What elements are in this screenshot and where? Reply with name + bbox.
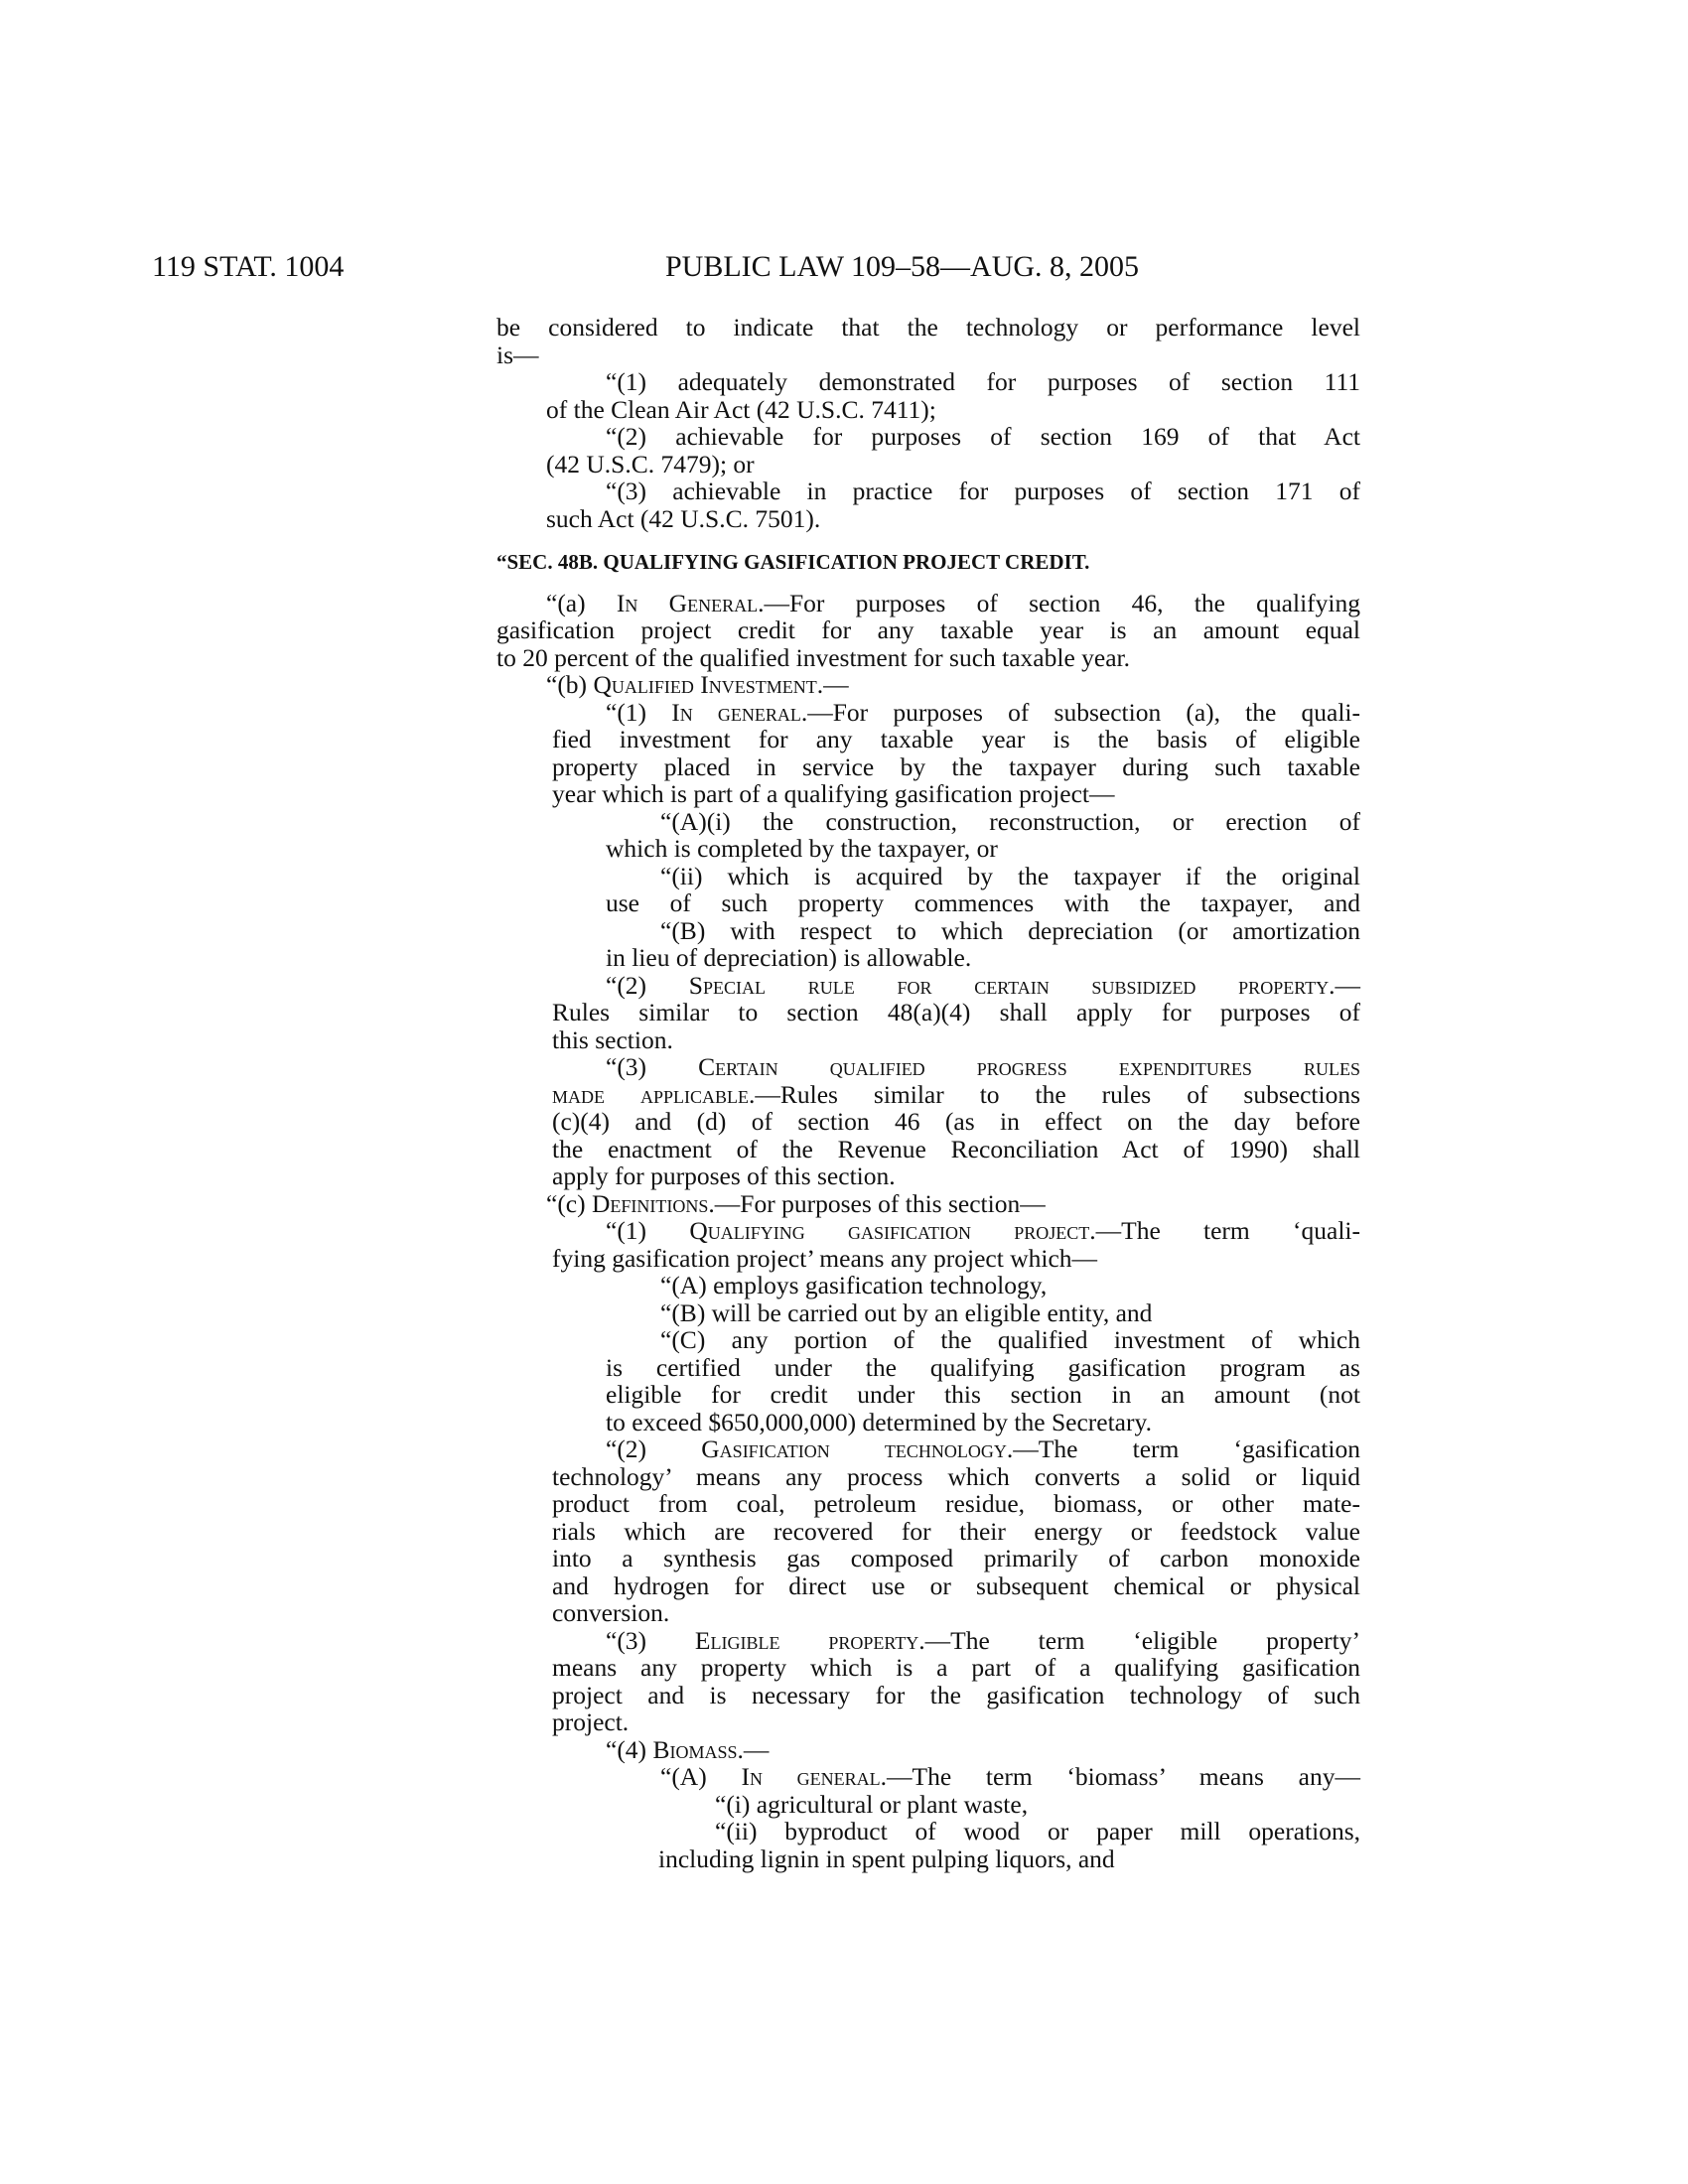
paragraph-c4 [496, 1736, 1360, 1764]
text-run: .—For purposes of this section— [708, 1188, 1046, 1218]
run-in-heading: In general [671, 697, 801, 727]
text-run: .—Rules similar to the rules of subsections [748, 1079, 1360, 1109]
text-run: .— [1329, 970, 1360, 1000]
subparagraph-c1C: “(C) any portion of the qualified investment of which [660, 1325, 1360, 1354]
text-run: “(A) [660, 1762, 742, 1791]
text-run: .—The term ‘biomass’ means any— [880, 1762, 1360, 1791]
subsection-c [496, 1190, 1360, 1218]
text-line: is— [496, 340, 539, 369]
text-line: (42 U.S.C. 7479); or [546, 449, 755, 478]
text-line: technology’ means any process which converts a solid or liquid [552, 1461, 1360, 1491]
text-line: in lieu of depreciation) is allowable. [606, 943, 972, 972]
text-run: .—The term ‘quali- [1089, 1216, 1360, 1245]
text-line: fying gasification project’ means any project which— [552, 1243, 1098, 1273]
subparagraph-c1B: “(B) will be carried out by an eligible entity, and [660, 1297, 1153, 1327]
run-in-heading: Definitions [592, 1188, 709, 1218]
text-line [496, 1081, 1360, 1109]
document-body [496, 314, 1360, 1872]
run-in-heading: Certain qualified progress expenditures rules [698, 1052, 1360, 1081]
text-run: “(1) [606, 1216, 690, 1245]
text-line: to 20 percent of the qualified investment for such taxable year. [496, 642, 1130, 672]
text-line: rials which are recovered for their energy or feedstock value [552, 1516, 1360, 1546]
subparagraph-c4A [496, 1763, 1360, 1791]
run-in-heading: Qualifying gasification project [689, 1216, 1090, 1245]
run-in-heading: Gasification technology [701, 1434, 1007, 1463]
paragraph-c2 [496, 1435, 1360, 1463]
text-line: this section. [552, 1024, 673, 1054]
statute-page-reference: 119 STAT. 1004 [152, 250, 345, 283]
text-line: year which is part of a qualifying gasification project— [552, 779, 1115, 808]
paragraph-b1 [496, 699, 1360, 727]
subsection-a [496, 590, 1360, 617]
run-in-heading: In general [741, 1762, 881, 1791]
text-line: and hydrogen for direct use or subsequent chemical or physical [552, 1570, 1360, 1600]
text-run: “(c) [546, 1188, 592, 1218]
run-in-heading: Qualified Investment [593, 670, 817, 699]
text-line: eligible for credit under this section in an amount (not [606, 1380, 1360, 1409]
text-run: “(4) [606, 1734, 653, 1764]
text-line: to exceed $650,000,000) determined by the Secretary. [606, 1407, 1152, 1436]
text-line: is certified under the qualifying gasification program as [606, 1352, 1360, 1382]
subparagraph-b1B: “(B) with respect to which depreciation (or amortization [660, 915, 1360, 945]
text-run: “(3) [606, 1052, 699, 1081]
run-in-heading: Eligible property [694, 1625, 919, 1655]
text-run: .—For purposes of subsection (a), the quali- [800, 697, 1360, 727]
run-in-heading: In General [616, 588, 759, 617]
clause-c4Aii: “(ii) byproduct of wood or paper mill operations, [715, 1817, 1360, 1845]
clause-b1Aii: “(ii) which is acquired by the taxpayer if the original [660, 861, 1360, 890]
text-line: means any property which is a part of a qualifying gasification [552, 1653, 1360, 1682]
text-line: project. [552, 1707, 630, 1736]
text-line: be considered to indicate that the technology or performance level [496, 313, 1360, 341]
paragraph-3: “(3) achievable in practice for purposes of section 171 of [606, 477, 1360, 505]
text-line: gasification project credit for any taxable year is an amount equal [496, 615, 1360, 644]
text-run: “(2) [606, 970, 689, 1000]
clause-c4Ai: “(i) agricultural or plant waste, [715, 1789, 1029, 1819]
subsection-b [496, 671, 1360, 699]
text-line: of the Clean Air Act (42 U.S.C. 7411); [546, 394, 936, 424]
text-line: property placed in service by the taxpayer during such taxable [552, 751, 1360, 781]
text-run: “(3) [606, 1625, 695, 1655]
text-run: “(2) [606, 1434, 702, 1463]
text-line: conversion. [552, 1598, 670, 1627]
run-in-heading: made applicable [552, 1079, 749, 1109]
public-law-title: PUBLIC LAW 109–58—AUG. 8, 2005 [665, 250, 1140, 283]
paragraph-b3 [496, 1053, 1360, 1081]
text-line: product from coal, petroleum residue, biomass, or other mate- [552, 1489, 1360, 1518]
text-line: (c)(4) and (d) of section 46 (as in effect on the day before [552, 1107, 1360, 1136]
text-line: use of such property commences with the taxpayer, and [606, 888, 1360, 917]
subparagraph-b1A: “(A)(i) the construction, reconstruction, or erection of [660, 806, 1360, 836]
text-line: fied investment for any taxable year is the basis of eligible [552, 725, 1360, 753]
text-run: .— [816, 670, 849, 699]
subparagraph-c1A: “(A) employs gasification technology, [660, 1271, 1048, 1299]
paragraph-1: “(1) adequately demonstrated for purposes of section 111 [606, 367, 1360, 396]
text-run: .—For purposes of section 46, the qualifying [758, 588, 1360, 617]
text-run: “(b) [546, 670, 594, 699]
text-line: into a synthesis gas composed primarily of carbon monoxide [552, 1544, 1360, 1572]
text-line: the enactment of the Revenue Reconciliation Act of 1990) shall [552, 1134, 1360, 1163]
run-in-heading: Special rule for certain subsidized property [688, 970, 1330, 1000]
text-run: “(a) [546, 588, 617, 617]
running-header [152, 250, 1351, 286]
text-run: “(1) [606, 697, 672, 727]
text-line: apply for purposes of this section. [552, 1161, 896, 1190]
text-run: .—The term ‘eligible property’ [918, 1625, 1360, 1655]
text-line: including lignin in spent pulping liquors, and [658, 1843, 1115, 1873]
text-line: Rules similar to section 48(a)(4) shall apply for purposes of [552, 998, 1360, 1026]
paragraph-c3 [496, 1627, 1360, 1655]
paragraph-2: “(2) achievable for purposes of section 169 of that Act [606, 422, 1360, 451]
section-heading: “SEC. 48B. QUALIFYING GASIFICATION PROJECT CREDIT. [496, 550, 1090, 574]
run-in-heading: Biomass [652, 1734, 738, 1764]
text-line: project and is necessary for the gasification technology of such [552, 1680, 1360, 1709]
text-line: such Act (42 U.S.C. 7501). [546, 503, 821, 533]
text-line: which is completed by the taxpayer, or [606, 834, 998, 863]
text-run: .—The term ‘gasification [1006, 1434, 1360, 1463]
paragraph-c1 [496, 1217, 1360, 1245]
text-run: .— [737, 1734, 770, 1764]
paragraph-b2 [496, 972, 1360, 1000]
